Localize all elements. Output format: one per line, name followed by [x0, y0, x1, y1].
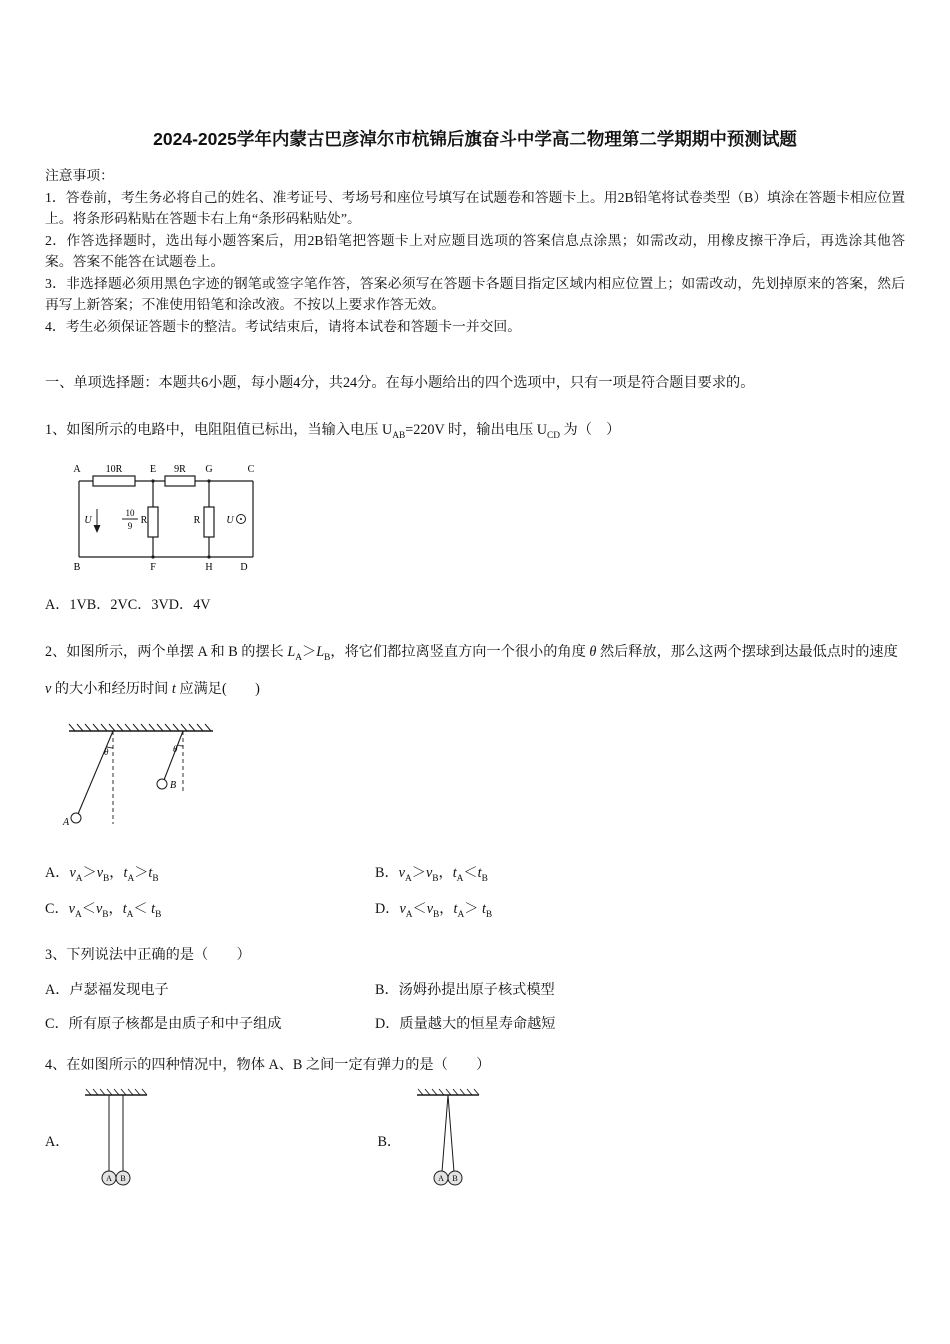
question-3 — [45, 943, 905, 1035]
pendulum-ball-a-label: A — [63, 817, 70, 829]
question-4-option-a-label: A． — [45, 1134, 70, 1151]
ceiling-hatch — [86, 1089, 147, 1095]
question-2-option-c: C．$v_A<v_B$，$t_A< t_B$ — [45, 901, 162, 921]
figure-a-ball-b-label: B — [120, 1174, 127, 1184]
notice-section — [45, 165, 905, 337]
ceiling — [85, 1089, 147, 1095]
question-4-option-b-label: B． — [377, 1134, 402, 1151]
pendulum-diagram — [61, 721, 221, 843]
strings-and-balls — [434, 1095, 462, 1185]
circuit-node-d-label: D — [240, 562, 248, 574]
circuit-node-c-label: C — [247, 464, 255, 476]
circuit-resistor-9r-label: 9R — [174, 464, 186, 476]
strings-and-balls — [102, 1095, 130, 1185]
question-1-option-c: C．3V — [127, 597, 169, 614]
question-1-option-d: D．4V — [168, 597, 211, 614]
question-3-option-c: C．所有原子核都是由质子和中子组成 — [45, 1015, 282, 1032]
question-4-stem: 4、在如图所示的四种情况中，物体 A、B 之间一定有弹力的是（ ） — [45, 1056, 491, 1073]
figure-b-ball-a-label: A — [438, 1174, 444, 1184]
circuit-diagram — [61, 459, 266, 577]
pendulum-ball-b-label: B — [170, 780, 177, 792]
question-2-options — [45, 862, 905, 923]
pendulum-ball-b — [157, 779, 167, 789]
notice-item-3: 3．非选择题必须用黑色字迹的钢笔或签字笔作答，答案必须写在答题卡各题目指定区域内相应位置上；如需改动，先划掉原来的答案，然后再写上新答案；不准使用铅笔和涂改液。不按以上要求作答无效。 — [45, 275, 905, 313]
pendulum-ball-a — [71, 813, 81, 823]
circuit-node-a-label: A — [73, 464, 81, 476]
circuit-node-e-label: E — [149, 464, 157, 476]
notice-item-1: 1．答卷前，考生务必将自己的姓名、准考证号、考场号和座位号填写在试题卷和答题卡上。用2B铅笔将试卷类型（B）填涂在答题卡相应位置上。将条形码粘贴在答题卡右上角“条形码粘贴处”。 — [45, 189, 906, 227]
question-2-stem: 2、如图所示，两个单摆 A 和 B 的摆长 $L_A>L_B$，将它们都拉离竖直方向一个很小的角度 θ 然后释放，那么这两个摆球到达最低点时的速度 v 的大小和经历时间 t 应满足( ) — [45, 644, 898, 697]
hanging-balls-figure-a — [77, 1087, 155, 1195]
notice-heading: 注意事项： — [45, 168, 114, 183]
question-4 — [45, 1053, 905, 1195]
arrow-down-icon — [94, 525, 101, 533]
question-3-options — [45, 979, 905, 1035]
circuit-node-f-label: F — [150, 562, 156, 574]
notice-item-4: 4．考生必须保证答题卡的整洁。考试结束后，请将本试卷和答题卡一并交回。 — [45, 318, 521, 334]
question-1-option-b: B．2V — [86, 597, 128, 614]
question-3-stem: 3、下列说法中正确的是（ ） — [45, 946, 251, 963]
question-4-options — [45, 1087, 905, 1195]
circuit-resistor-r-label: R — [193, 515, 201, 527]
question-1-stem: 1、如图所示的电路中，电阻阻值已标出，当输入电压 $U_{AB}=220V$ 时，输出电压 $U_{CD}$ 为（ ） — [45, 422, 621, 442]
circuit-marks — [94, 480, 246, 559]
question-4-option-b — [377, 1087, 487, 1195]
circuit-resistor-10r-label: 10R — [105, 464, 123, 476]
question-2-option-a: A．$v_A>v_B$，$t_A>t_B$ — [45, 865, 159, 884]
circuit-fraction-numerator: 10 — [125, 508, 135, 519]
page-title: 2024-2025学年内蒙古巴彦淖尔市杭锦后旗奋斗中学高二物理第二学期期中预测试题 — [153, 129, 797, 149]
pendulum-angle-b-label: θ — [173, 744, 178, 755]
pendulum-angle-a-label: θ — [104, 747, 109, 758]
circuit-input-voltage-label: U — [84, 515, 92, 527]
figure-a-ball-a-label: A — [106, 1174, 113, 1184]
figure-b-ball-b-label: B — [452, 1174, 458, 1184]
circuit-output-voltage-label: U — [226, 515, 234, 527]
question-1-options — [45, 594, 905, 614]
pendulum-figure — [61, 721, 905, 848]
circuit-node-g-label: G — [205, 464, 213, 476]
question-2-option-b: B．$v_A>v_B$，$t_A<t_B$ — [375, 865, 488, 884]
hanging-balls-figure-b — [409, 1087, 487, 1195]
circuit-node-h-label: H — [205, 562, 213, 574]
ceiling — [417, 1089, 479, 1095]
question-2-option-d: D．$v_A<v_B$，$t_A> t_B$ — [375, 901, 493, 921]
ceiling — [69, 724, 213, 731]
pendulum-a — [71, 731, 113, 824]
question-3-option-d: D．质量越大的恒星寿命越短 — [375, 1015, 556, 1032]
question-1 — [45, 418, 905, 614]
question-2 — [45, 634, 905, 923]
circuit-figure — [61, 459, 905, 582]
ceiling-hatch — [418, 1089, 479, 1095]
notice-item-2: 2．作答选择题时，选出每小题答案后，用2B铅笔把答题卡上对应题目选项的答案信息点涂黑；如需改动，用橡皮擦干净后，再选涂其他答案。答案不能答在试题卷上。 — [45, 232, 905, 270]
circuit-fraction-denominator: 9 — [127, 521, 133, 532]
circuit-fraction-unit: R — [140, 515, 148, 527]
question-3-option-b: B．汤姆孙提出原子核式模型 — [375, 981, 555, 998]
circuit-node-b-label: B — [73, 562, 81, 574]
question-3-option-a: A．卢瑟福发现电子 — [45, 981, 169, 998]
ceiling-hatch — [69, 724, 211, 731]
question-4-option-a — [45, 1087, 155, 1195]
question-1-option-a: A．1V — [45, 597, 87, 614]
section-heading: 一、单项选择题：本题共6小题，每小题4分，共24分。在每小题给出的四个选项中，只有一项是符合题目要求的。 — [45, 375, 755, 392]
